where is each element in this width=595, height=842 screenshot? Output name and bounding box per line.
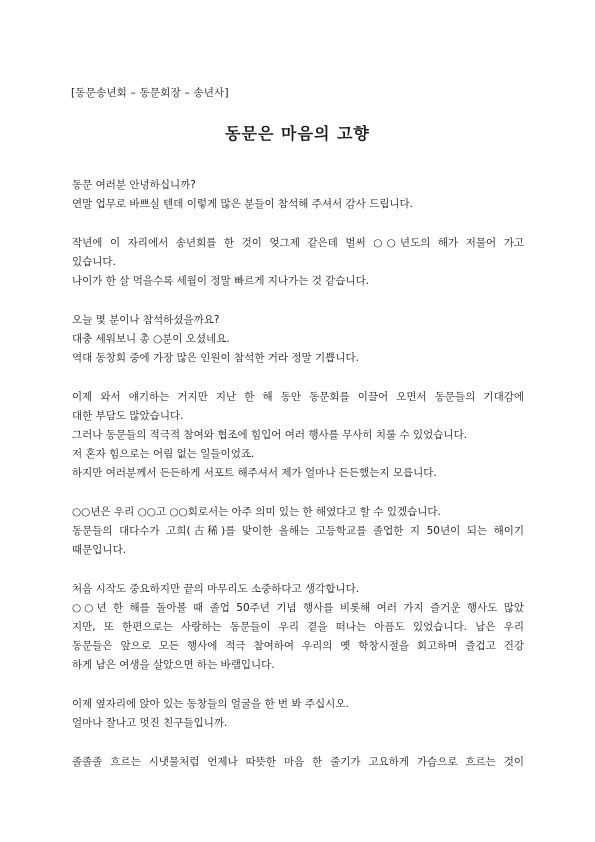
text-line: 동문들의 대다수가 고희(古稀)를 맞이한 올해는 고등학교를 졸업한 지 50년이 되는 해이기 [72, 525, 524, 537]
text-line: 하지만 여러분께서 든든하게 서포트 해주셔서 제가 얼마나 든든했는지 모릅니다. [72, 467, 437, 479]
text-line: 오늘 몇 분이나 참석하셨을까요? [72, 314, 220, 326]
text-line: 대충 세워보니 총 ○분이 오셨네요. [72, 333, 230, 345]
text-line: 이제 옆자리에 앉아 있는 동창들의 얼굴을 한 번 봐 주십시오. [72, 698, 349, 710]
document-body [72, 176, 524, 792]
text-line: 동문 여러분 안녕하십니까? [72, 179, 196, 191]
text-line: 얼마나 잘나고 멋진 친구들입니까. [72, 717, 228, 729]
text-line: 하게 남은 여생을 살았으면 하는 바램입니다. [72, 659, 275, 671]
document-title: 동문은 마음의 고향 [225, 124, 370, 143]
text-line: 대한 부담도 많았습니다. [72, 410, 184, 422]
paragraph [72, 388, 524, 483]
text-line: 작년에 이 자리에서 송년회를 한 것이 엊그제 같은데 벌써 ○○년도의 해가 저물어 가고 [72, 237, 524, 249]
paragraph [72, 503, 524, 560]
text-line: ○○년은 우리 ○○고 ○○회로서는 아주 의미 있는 한 해였다고 할 수 있겠습니다. [72, 506, 441, 518]
text-line: ○○년 한 해를 돌아볼 때 졸업 50주년 기념 행사를 비롯해 여러 가지 즐거운 행사도 많았 [72, 602, 524, 614]
paragraph [72, 176, 524, 214]
text-line: 있습니다. [72, 256, 116, 268]
document-header-tag: [동문송년회 – 동문회장 – 송년사] [71, 87, 229, 99]
paragraph [72, 753, 524, 772]
text-line: 졸졸졸 흐르는 시냇물처럼 언제나 따뜻한 마음 한 줄기가 고요하게 가슴으로 흐르는 것이 [72, 756, 524, 768]
paragraph [72, 234, 524, 291]
text-line: 이제 와서 얘기하는 거지만 지난 한 해 동안 동문회를 이끌어 오면서 동문들의 기대감에 [72, 391, 524, 403]
text-line: 연말 업무로 바쁘실 텐데 이렇게 많은 분들이 참석해 주셔서 감사 드립니다. [72, 198, 414, 210]
text-line: 그러나 동문들의 적극적 참여와 협조에 힘입어 여러 행사를 무사히 치룰 수 있었습니다. [72, 429, 468, 441]
text-line: 지만, 또 한편으로는 사랑하는 동문들이 우리 곁을 떠나는 아픔도 있었습니다. 남은 우리 [72, 621, 524, 633]
paragraph [72, 695, 524, 733]
paragraph [72, 580, 524, 675]
text-line: 처음 시작도 중요하지만 끝의 마무리도 소중하다고 생각합니다. [72, 583, 360, 595]
text-line: 동문들은 앞으로 모든 행사에 적극 참여하여 우리의 옛 학창시절을 회고하며 즐겁고 건강 [72, 640, 524, 652]
text-line: 저 혼자 힘으로는 어림 없는 일들이었죠. [72, 448, 255, 460]
paragraph [72, 311, 524, 368]
text-line: 때문입니다. [72, 544, 127, 556]
text-line: 나이가 한 살 먹을수록 세월이 정말 빠르게 지나가는 것 같습니다. [72, 275, 370, 287]
text-line: 역대 동창회 중에 가장 많은 인원이 참석한 거라 정말 기쁩니다. [72, 352, 359, 364]
